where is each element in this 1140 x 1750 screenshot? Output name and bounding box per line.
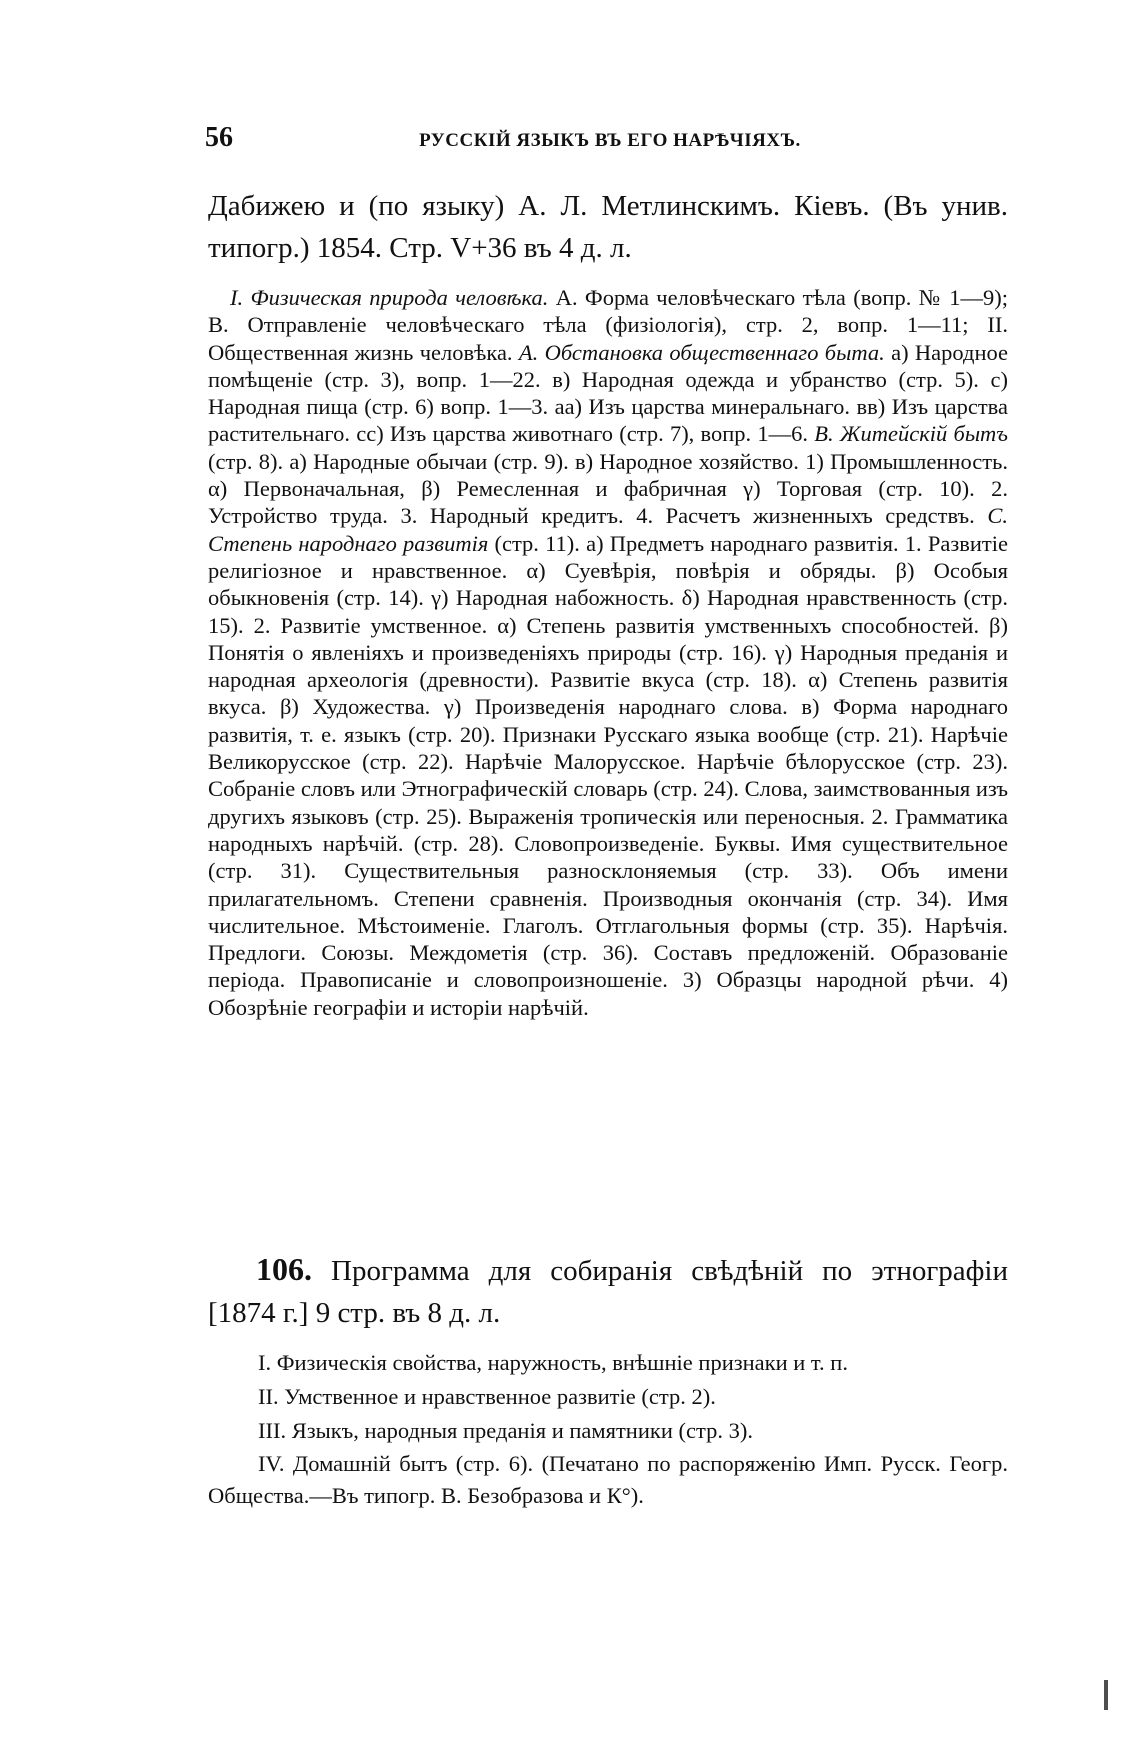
bibliographic-entry-continuation: Дабижею и (по языку) А. Л. Метлинскимъ. Кіевъ. (Въ унив. типогр.) 1854. Стр. V+36 въ 4 д. л. <box>208 190 1008 264</box>
list-item: III. Языкъ, народныя преданія и памятники (стр. 3). <box>258 1418 753 1443</box>
contents-summary <box>208 284 1008 1021</box>
entry-106-contents-list <box>208 1346 1008 1512</box>
page-header <box>205 122 1015 162</box>
contents-text-physical-nature: А. Форма человѣческаго тѣла (вопр. № 1—9); В. Отправленіе человѣческаго тѣла (физіологія), стр. 2, вопр. 1—11; II. Общественная жизнь человѣка. <box>208 285 1008 365</box>
contents-heading-physical-nature: I. Физическая природа человѣка. <box>230 285 549 310</box>
contents-text-everyday-life: (стр. 8). a) Народные обычаи (стр. 9). в) Народное хозяйство. 1) Промышленность. α) Первоначальная, β) Ремесленная и фабричная γ) Торговая (стр. 10). 2. Устройство труда. 3. Народный кредитъ. 4. Расчетъ жизненныхъ средствъ. <box>208 448 1008 529</box>
page-number: 56 <box>205 122 233 153</box>
list-item: IV. Домашній бытъ (стр. 6). (Печатано по распоряженію Имп. Русск. Геогр. Общества.—Въ типогр. В. Безобразова и К°). <box>208 1451 1008 1508</box>
scan-edge-mark <box>1104 1680 1122 1710</box>
contents-text-social-setting: a) Народное помѣщеніе (стр. 3), вопр. 1—22. в) Народная одежда и убранство (стр. 5). с) Народная пища (стр. 6) вопр. 1—3. aa) Изъ царства минеральнаго. вв) Изъ царства растительнаго. сс) Изъ царства животнаго (стр. 7), вопр. 1—6. <box>208 339 1009 447</box>
contents-heading-everyday-life: В. Житейскій бытъ <box>814 421 1008 447</box>
list-item: I. Физическія свойства, наружность, внѣшніе признаки и т. п. <box>258 1350 848 1375</box>
entry-title: Программа для собиранія свѣдѣній по этнографіи [1874 г.] 9 стр. въ 8 д. л. <box>208 1255 1008 1329</box>
list-item: II. Умственное и нравственное развитіе (стр. 2). <box>258 1384 716 1409</box>
contents-text-development: (стр. 11). a) Предметъ народнаго развитія. 1. Развитіе религіозное и нравственное. α) Суевѣрія, повѣрія и обряды. β) Особыя обыкновенія (стр. 14). γ) Народная набожность. δ) Народная нравственность (стр. 15). 2. Развитіе умственное. α) Степень развитія умственныхъ способностей. β) Понятія о явленіяхъ и произведеніяхъ природы (стр. 16). γ) Народныя преданія и народная археологія (древности). Развитіе вкуса (стр. 18). α) Степень развитія вкуса. β) Художества. γ) Произведенія народнаго слова. в) Форма народнаго развитія, т. е. языкъ (стр. 20). Признаки Русскаго языка вообще (стр. 21). Нарѣчіе Великорусское (стр. 22). Нарѣчіе Малорусское. Нарѣчіе бѣлорусское (стр. 23). Собраніе словъ или Этнографическій словарь (стр. 24). Слова, заимствованныя изъ другихъ языковъ (стр. 25). Выраженія тропическія или переносныя. 2. Грамматика народныхъ нарѣчій. (стр. 28). Словопроизведеніе. Буквы. Имя существительное (стр. 31). Существительныя разносклоняемыя (стр. 33). Объ имени прилагательномъ. Степени сравненія. Производныя окончанія (стр. 34). Имя числительное. Мѣстоименіе. Глаголъ. Отглагольныя формы (стр. 35). Нарѣчія. Предлоги. Союзы. Междометія (стр. 36). Составъ предложеній. Образованіе періода. Правописаніе и словопроизношеніе. 3) Образцы народной рѣчи. 4) Обозрѣніе географіи и исторіи нарѣчій. <box>208 530 1009 1020</box>
entry-number: 106. <box>256 1251 312 1287</box>
running-title: РУССКІЙ ЯЗЫКЪ ВЪ ЕГО НАРѢЧІЯХЪ. <box>419 130 801 151</box>
bibliographic-entry-106 <box>208 1248 1008 1334</box>
contents-heading-social-setting: А. Обстановка общественнаго быта. <box>518 339 885 365</box>
contents-heading-development: С. Степень народнаго развитія <box>208 503 1008 556</box>
